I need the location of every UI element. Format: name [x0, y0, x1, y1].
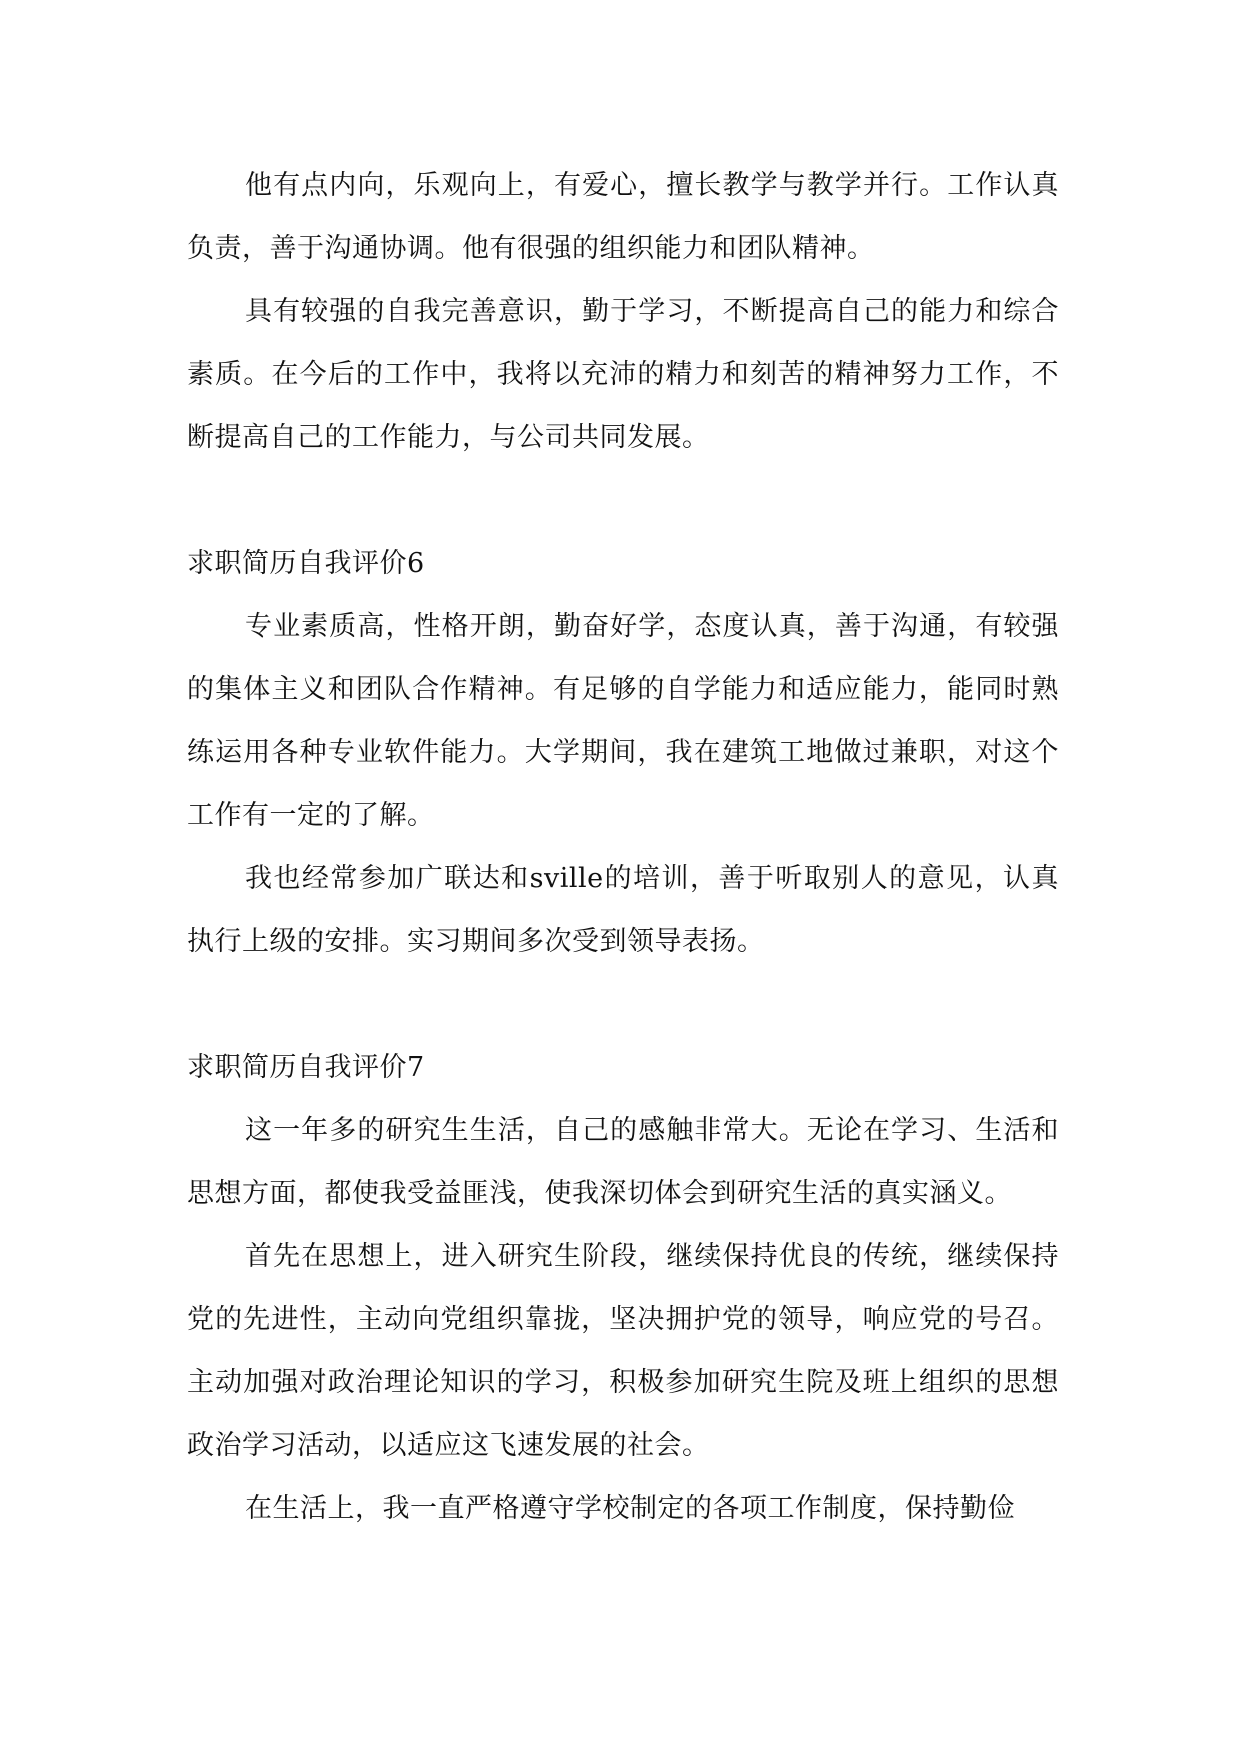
- section-heading: 求职简历自我评价7: [187, 1052, 425, 1083]
- section-spacer: [187, 973, 1059, 1036]
- paragraph: 专业素质高，性格开朗，勤奋好学，态度认真，善于沟通，有较强的集体主义和团队合作精神。有足够的自学能力和适应能力，能同时熟练运用各种专业软件能力。大学期间，我在建筑工地做过兼职，对这个工作有一定的了解。: [187, 611, 1059, 831]
- paragraph: 他有点内向，乐观向上，有爱心，擅长教学与教学并行。工作认真负责，善于沟通协调。他有很强的组织能力和团队精神。: [187, 170, 1059, 264]
- document-body: [187, 154, 1059, 1540]
- paragraph: 我也经常参加广联达和sville的培训，善于听取别人的意见，认真执行上级的安排。实习期间多次受到领导表扬。: [187, 863, 1059, 957]
- paragraph: 具有较强的自我完善意识，勤于学习，不断提高自己的能力和综合素质。在今后的工作中，我将以充沛的精力和刻苦的精神努力工作，不断提高自己的工作能力，与公司共同发展。: [187, 296, 1059, 453]
- paragraph: 在生活上，我一直严格遵守学校制定的各项工作制度，保持勤俭: [245, 1493, 1015, 1524]
- section-heading: 求职简历自我评价6: [187, 548, 425, 579]
- paragraph: 这一年多的研究生生活，自己的感触非常大。无论在学习、生活和思想方面，都使我受益匪浅，使我深切体会到研究生活的真实涵义。: [187, 1115, 1059, 1209]
- section-spacer: [187, 469, 1059, 532]
- paragraph: 首先在思想上，进入研究生阶段，继续保持优良的传统，继续保持党的先进性，主动向党组织靠拢，坚决拥护党的领导，响应党的号召。主动加强对政治理论知识的学习，积极参加研究生院及班上组织的思想政治学习活动，以适应这飞速发展的社会。: [187, 1241, 1059, 1461]
